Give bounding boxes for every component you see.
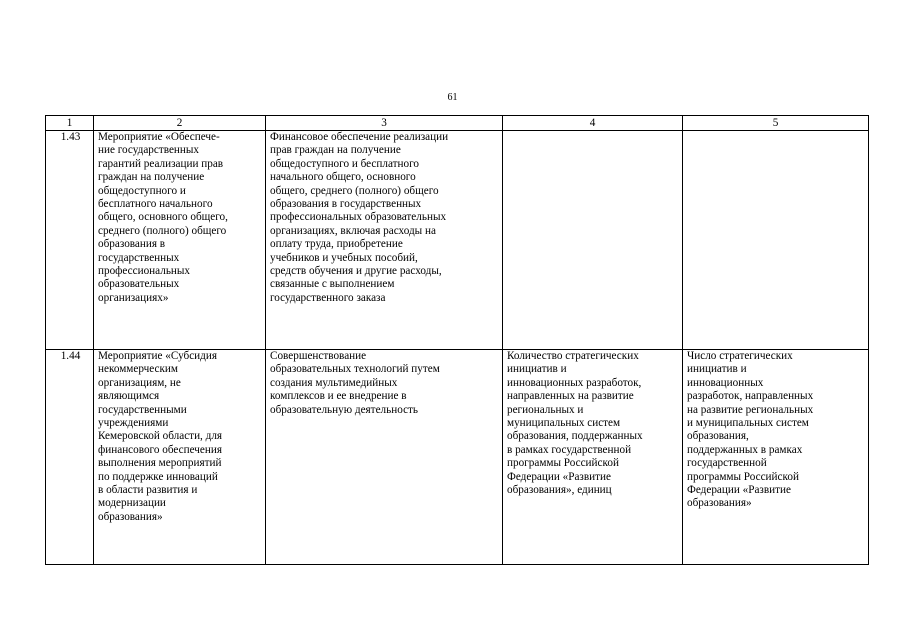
row-number: 1.43 bbox=[46, 131, 94, 350]
table-row bbox=[46, 350, 869, 565]
indicator-method-cell bbox=[683, 131, 869, 350]
header-col-4: 4 bbox=[503, 116, 683, 131]
event-name-cell: Мероприятие «Обеспече- ние государственных гарантий реализации прав граждан на получение общедоступного и бесплатного начального общего, основного общего, среднего (полного) общего образования в государственных профессиональных образовательных организациях» bbox=[94, 131, 266, 350]
document-table bbox=[45, 115, 869, 565]
header-row bbox=[46, 116, 869, 131]
event-description-cell: Совершенствование образовательных технологий путем создания мультимедийных комплексов и ее внедрение в образовательную деятельность bbox=[266, 350, 503, 565]
event-name-cell: Мероприятие «Субсидия некоммерческим организациям, не являющимся государственными учреждениями Кемеровской области, для финансового обеспечения выполнения мероприятий по поддержке инноваций в области развития и модернизации образования» bbox=[94, 350, 266, 565]
header-col-5: 5 bbox=[683, 116, 869, 131]
table-row bbox=[46, 131, 869, 350]
header-col-1: 1 bbox=[46, 116, 94, 131]
event-description-cell: Финансовое обеспечение реализации прав граждан на получение общедоступного и бесплатного начального общего, основного общего, среднего (полного) общего образования в государственных профессиональных образовательных организациях, включая расходы на оплату труда, приобретение учебников и учебных пособий, средств обучения и другие расходы, связанные с выполнением государственного заказа bbox=[266, 131, 503, 350]
header-col-2: 2 bbox=[94, 116, 266, 131]
page-number: 61 bbox=[447, 92, 458, 103]
indicator-cell bbox=[503, 131, 683, 350]
table-body bbox=[46, 131, 869, 565]
header-col-3: 3 bbox=[266, 116, 503, 131]
row-number: 1.44 bbox=[46, 350, 94, 565]
table-header bbox=[46, 116, 869, 131]
indicator-cell: Количество стратегических инициатив и инновационных разработок, направленных на развитие региональных и муниципальных систем образования, поддержанных в рамках государственной программы Российской Федерации «Развитие образования», единиц bbox=[503, 350, 683, 565]
indicator-method-cell: Число стратегических инициатив и инновационных разработок, направленных на развитие региональных и муниципальных систем образования, поддержанных в рамках государственной программы Российской Федерации «Развитие образования» bbox=[683, 350, 869, 565]
